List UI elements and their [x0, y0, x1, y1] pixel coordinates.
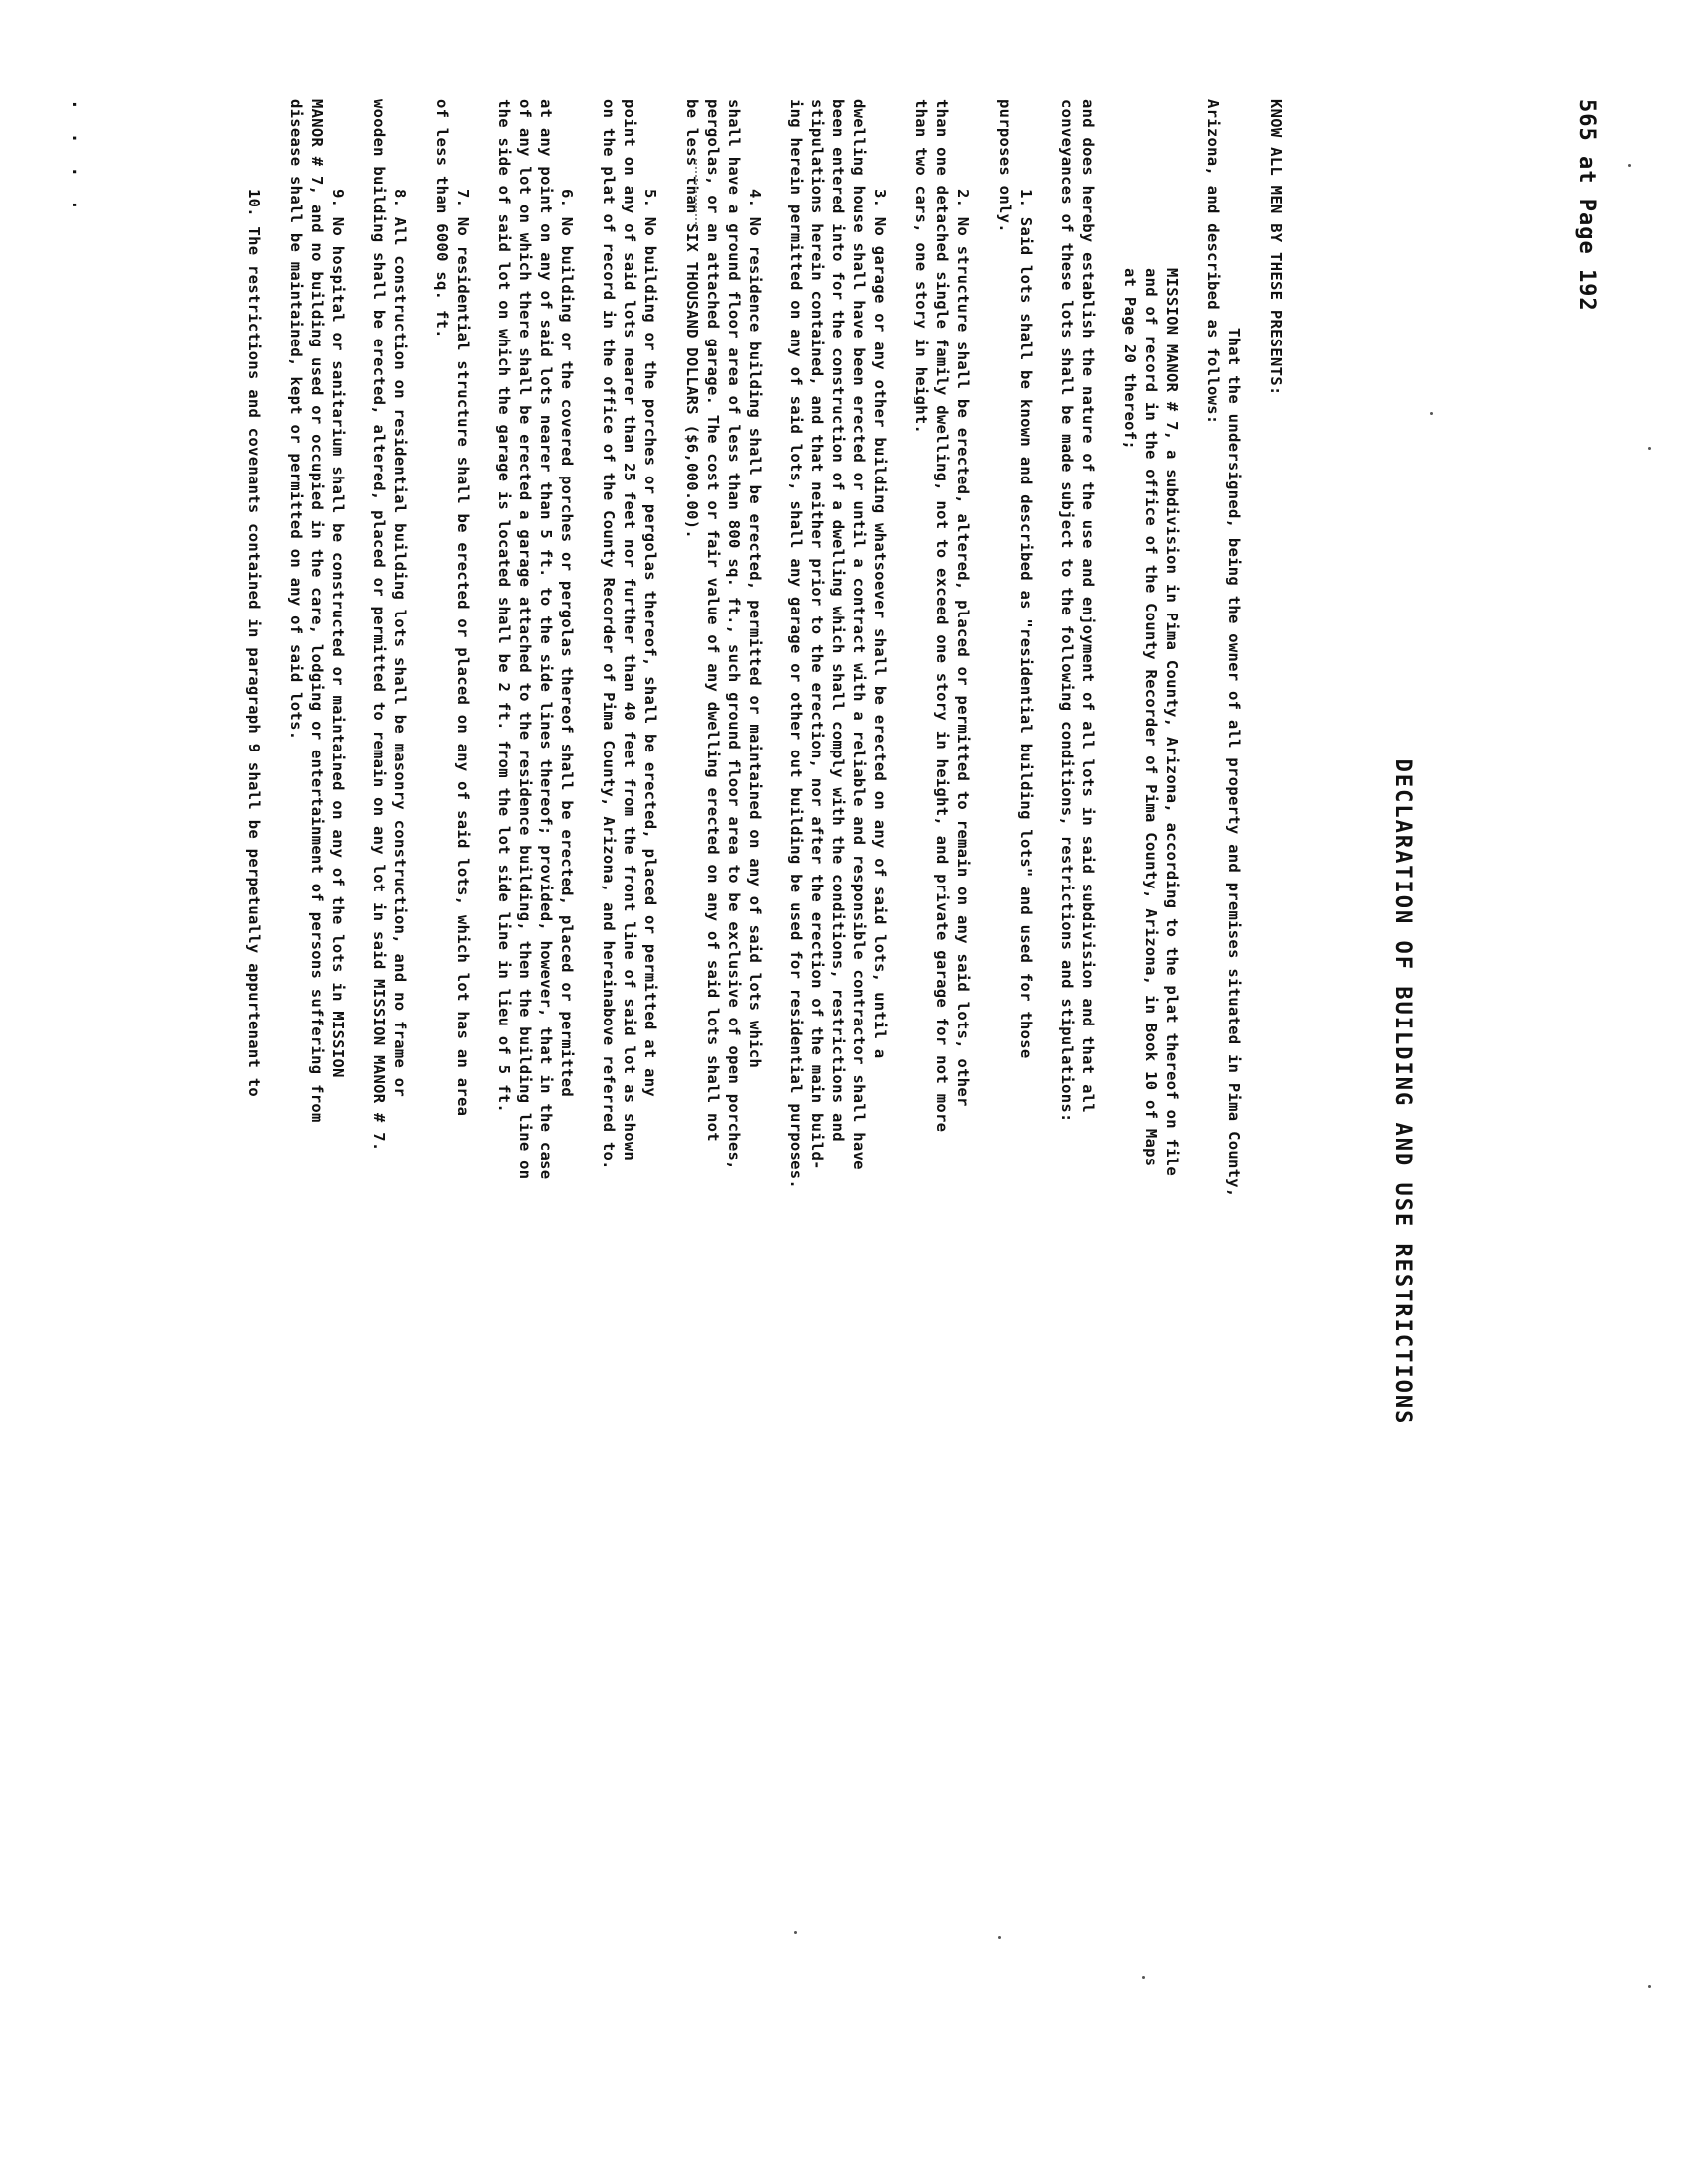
restriction-line: pergolas, or an attached garage. The cost or fair value of any dwelling erected on any of said lots shall not [704, 99, 722, 1142]
restriction-line: of less than 6000 sq. ft. [433, 99, 451, 339]
establish-block [1056, 99, 1098, 2085]
restriction-line: shall have a ground floor area of less than 800 sq. ft., such ground floor area to be exclusive of open porches, [725, 99, 743, 1170]
scan-artifact-dotted-line [695, 159, 697, 228]
restriction-line: wooden building shall be erected, altered, placed or permitted to remain on any lot in said MISSION MANOR # 7. [370, 99, 388, 1152]
restriction-line: on the plat of record in the office of the County Recorder of Pima County, Arizona, and hereinabove referred to. [600, 99, 618, 1170]
restriction-line: 9. No hospital or sanitarium shall be constructed or maintained on any of the lots in MISSION [329, 189, 347, 1078]
restriction-line: MANOR # 7, and no building used or occupied in the care, lodging or entertainment of persons suffering from [308, 99, 326, 1123]
greeting-line: KNOW ALL MEN BY THESE PRESENTS: [1267, 99, 1285, 396]
greeting-block [1265, 99, 1286, 2085]
property-line: at Page 20 thereof; [1121, 268, 1139, 451]
restriction-line: stipulations herein contained, and that neither prior to the erection, nor after the erection of the main build- [808, 99, 826, 1170]
intro-block [1202, 99, 1244, 2085]
restriction-line: 2. No structure shall be erected, altered, placed or permitted to remain on any said lots, other [954, 189, 972, 1107]
restriction-line: at any point on any of said lots nearer than 5 ft. to the side lines thereof; provided, however, that in the case [537, 99, 555, 1180]
restriction-line: than one detached single family dwelling, not to exceed one story in height, and private garage for not more [933, 99, 951, 1133]
restriction-paragraph-2 [911, 99, 973, 2085]
restriction-paragraph-9 [285, 99, 348, 2085]
scan-artifact-speck [794, 1931, 797, 1934]
restriction-line: be less than SIX THOUSAND DOLLARS ($6,000.00). [683, 99, 701, 540]
restriction-line: purposes only. [996, 99, 1014, 233]
restriction-line: 6. No building or the covered porches or pergolas thereof shall be erected, placed or permitted [558, 189, 576, 1098]
restriction-paragraph-1 [994, 99, 1036, 2085]
restriction-line: 3. No garage or any other building whatsoever shall be erected on any of said lots, until a [871, 189, 889, 1059]
intro-line: Arizona, and described as follows: [1204, 99, 1222, 425]
restriction-paragraph-4 [681, 99, 765, 2085]
restriction-paragraph-10 [243, 99, 264, 2085]
restriction-paragraph-5 [598, 99, 660, 2085]
restriction-line: the side of said lot on which the garage is located shall be 2 ft. from the lot side line in lieu of 5 ft. [495, 99, 513, 1113]
bottom-marks: . . . . [69, 99, 89, 216]
restriction-paragraph-6 [493, 99, 577, 2085]
restriction-paragraph-8 [368, 99, 410, 2085]
property-line: and of record in the office of the County Recorder of Pima County, Arizona, in Book 10 of Maps [1142, 268, 1160, 1167]
restriction-paragraph-7 [431, 99, 473, 2085]
scan-artifact-speck [998, 1936, 1001, 1939]
restriction-line: 8. All construction on residential building lots shall be masonry construction, and no frame or [391, 189, 409, 1098]
restriction-line: 4. No residence building shall be erected, permitted or maintained on any of said lots which [746, 189, 764, 1069]
restriction-line: dwelling house shall have been erected or until a contract with a reliable and responsible contractor shall have [850, 99, 868, 1170]
scan-artifact-speck [1628, 164, 1631, 167]
restriction-line: 1. Said lots shall be known and described as "residential building lots" and used for those [1017, 189, 1035, 1059]
establish-line: conveyances of these lots shall be made subject to the following conditions, restrictions and stipulations: [1058, 99, 1076, 1123]
restriction-line: been entered into for the construction of a dwelling which shall comply with the conditions, restrictions and [829, 99, 847, 1142]
restriction-line: than two cars, one story in height. [913, 99, 930, 435]
intro-line: That the undersigned, being the owner of all property and premises situated in Pima County, [1225, 328, 1243, 1198]
document-body [222, 99, 1286, 2085]
scan-artifact-speck [1648, 447, 1651, 450]
restriction-line: 5. No building or the porches or pergolas thereof, shall be erected, placed or permitted at any [641, 189, 659, 1098]
document-header: 565 at Page 192 [1574, 99, 1599, 312]
property-line: MISSION MANOR # 7, a subdivision in Pima County, Arizona, according to the plat thereof on file [1163, 268, 1181, 1177]
restriction-line: of any lot on which there shall be erected a garage attached to the residence building, then the building line on [516, 99, 534, 1180]
rotated-document-page [40, 60, 1599, 2124]
property-description-block [1119, 99, 1182, 2085]
establish-line: and does hereby establish the nature of the use and enjoyment of all lots in said subdivision and that all [1079, 99, 1097, 1113]
restriction-line: disease shall be maintained, kept or permitted on any of said lots. [287, 99, 305, 741]
restriction-line: 10. The restrictions and covenants contained in paragraph 9 shall be perpetually appurtenant to [245, 189, 263, 1098]
scan-artifact-speck [1430, 412, 1433, 415]
scan-artifact-speck [1648, 1985, 1651, 1988]
scan-artifact-speck [1142, 1976, 1145, 1979]
restriction-paragraph-3 [785, 99, 890, 2085]
restriction-line: ing herein permitted on any of said lots, shall any garage or other out building be used for residential purposes. [787, 99, 805, 1190]
document-title: DECLARATION OF BUILDING AND USE RESTRICTIONS [1390, 758, 1415, 1426]
restriction-line: point on any of said lots nearer than 25 feet nor further than 40 feet from the front line of said lot as shown [621, 99, 638, 1161]
restriction-line: 7. No residential structure shall be erected or placed on any of said lots, which lot has an area [454, 189, 472, 1117]
